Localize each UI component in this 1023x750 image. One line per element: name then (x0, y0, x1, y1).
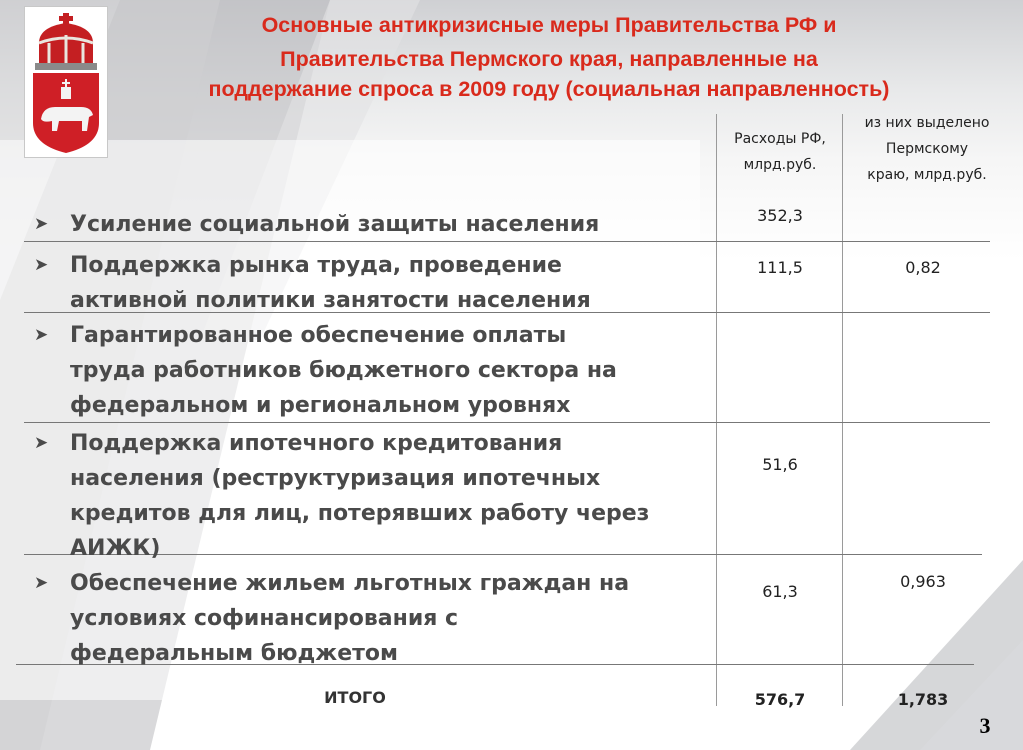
row-label: Гарантированное обеспечение оплаты (70, 323, 567, 348)
title-line: Правительства Пермского края, направленные на (280, 47, 818, 71)
header-line: краю, млрд.руб. (867, 167, 987, 183)
header-line: млрд.руб. (743, 157, 817, 173)
total-value-rf: 576,7 (754, 690, 806, 709)
title-line: Основные антикризисные меры Правительства РФ и (261, 13, 837, 37)
row-label: федеральным бюджетом (70, 641, 398, 666)
slide-title (118, 8, 980, 103)
table-row (34, 566, 714, 671)
row-label: Усиление социальной защиты населения (70, 212, 600, 237)
total-label: ИТОГО (324, 688, 386, 707)
row-value-perm: 0,963 (900, 572, 946, 591)
total-value-perm: 1,783 (897, 690, 949, 709)
header-line: Расходы РФ, (734, 131, 826, 147)
arrow-bullet-icon: ➤ (34, 433, 49, 453)
page-number: 3 (979, 713, 991, 738)
row-value-rf: 51,6 (762, 455, 798, 474)
arrow-bullet-icon: ➤ (34, 214, 49, 234)
column-divider (842, 114, 843, 706)
row-label: АИЖК) (70, 536, 161, 561)
perm-krai-coat-of-arms-icon (25, 7, 107, 157)
row-label: населения (реструктуризация ипотечных (70, 466, 601, 491)
row-value-rf: 352,3 (757, 206, 803, 225)
arrow-bullet-icon: ➤ (34, 255, 49, 275)
arrow-bullet-icon: ➤ (34, 325, 49, 345)
arrow-bullet-icon: ➤ (34, 573, 49, 593)
header-rf-expenses (718, 126, 842, 178)
coat-of-arms (24, 6, 108, 158)
row-label: Обеспечение жильем льготных граждан на (70, 571, 630, 596)
row-label: активной политики занятости населения (70, 288, 591, 313)
table-row (34, 248, 714, 318)
row-label: условиях софинансирования с (70, 606, 459, 631)
title-line: поддержание спроса в 2009 году (социальная направленность) (208, 77, 890, 101)
row-label: Поддержка ипотечного кредитования (70, 431, 563, 456)
row-label: труда работников бюджетного сектора на (70, 358, 617, 383)
row-label: федеральном и региональном уровнях (70, 393, 571, 418)
row-value-perm: 0,82 (905, 258, 941, 277)
header-line: из них выделено (864, 115, 990, 131)
row-label: Поддержка рынка труда, проведение (70, 253, 562, 278)
header-line: Пермскому (885, 141, 969, 157)
column-divider (716, 114, 717, 706)
row-value-rf: 111,5 (757, 258, 803, 277)
table-row (34, 207, 714, 242)
header-perm-allocated (842, 110, 1012, 188)
table-row (34, 318, 714, 423)
row-value-rf: 61,3 (762, 582, 798, 601)
table-row (34, 426, 714, 566)
row-label: кредитов для лиц, потерявших работу через (70, 501, 650, 526)
